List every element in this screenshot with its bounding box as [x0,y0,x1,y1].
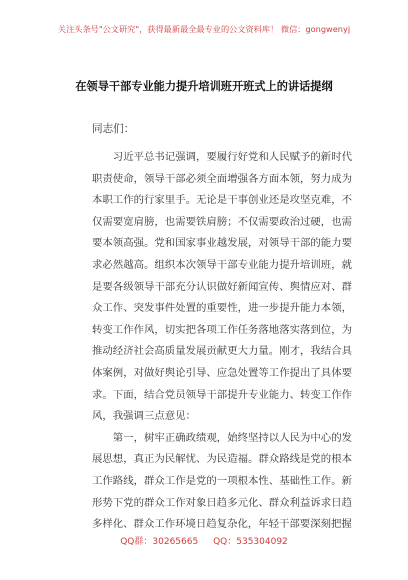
qq-group: QQ群：30265665 [120,537,199,547]
paragraph: 习近平总书记强调，要履行好党和人民赋予的新时代职责使命，领导干部必须全面增强各方面本领，努力成为本职工作的行家里手。无论是干事创业还是攻坚克难，不仅需要宽肩膀，也需要铁肩膀；不仅需要政治过硬，也需要本领高强。党和国家事业越发展，对领导干部的能力要求必然越高。组织本次领导干部专业能力提升培训班，就是要各级领导干部充分认识做好新闻宣传、舆情应对、群众工作、突发事件处置的重要性，进一步提升能力本领，转变工作作风，切实把各项工作任务落地落实落到位，为推动经济社会高质量发展贡献更大力量。刚才，我结合具体案例，对做好舆论引导、应急处置等工作提出了具体要求。下面，结合党员领导干部提升专业能力、转变工作作风，我强调三点意见： [92,151,352,423]
salutation: 同志们： [92,123,135,135]
qq-number: QQ：535304092 [213,537,288,547]
paragraph: 第一，树牢正确政绩观，始终坚持以人民为中心的发展思想，真正为民解忧、为民造福。群众路线是党的根本工作路线，群众工作是党的一项根本性、基础性工作。新形势下党的群众工作对象日趋多元化、群众利益诉求日趋多样化、群众工作环境日趋复杂化，年轻干部要深刻把握 [92,431,352,531]
document-title: 在领导干部专业能力提升培训班开班式上的讲话提纲 [75,79,333,93]
footer-contact [0,534,408,547]
document-body [92,147,352,536]
header-banner: 关注头条号"公文研究"，获得最新最全最专业的公文资料库！ 微信：gongwenyj [57,24,351,34]
